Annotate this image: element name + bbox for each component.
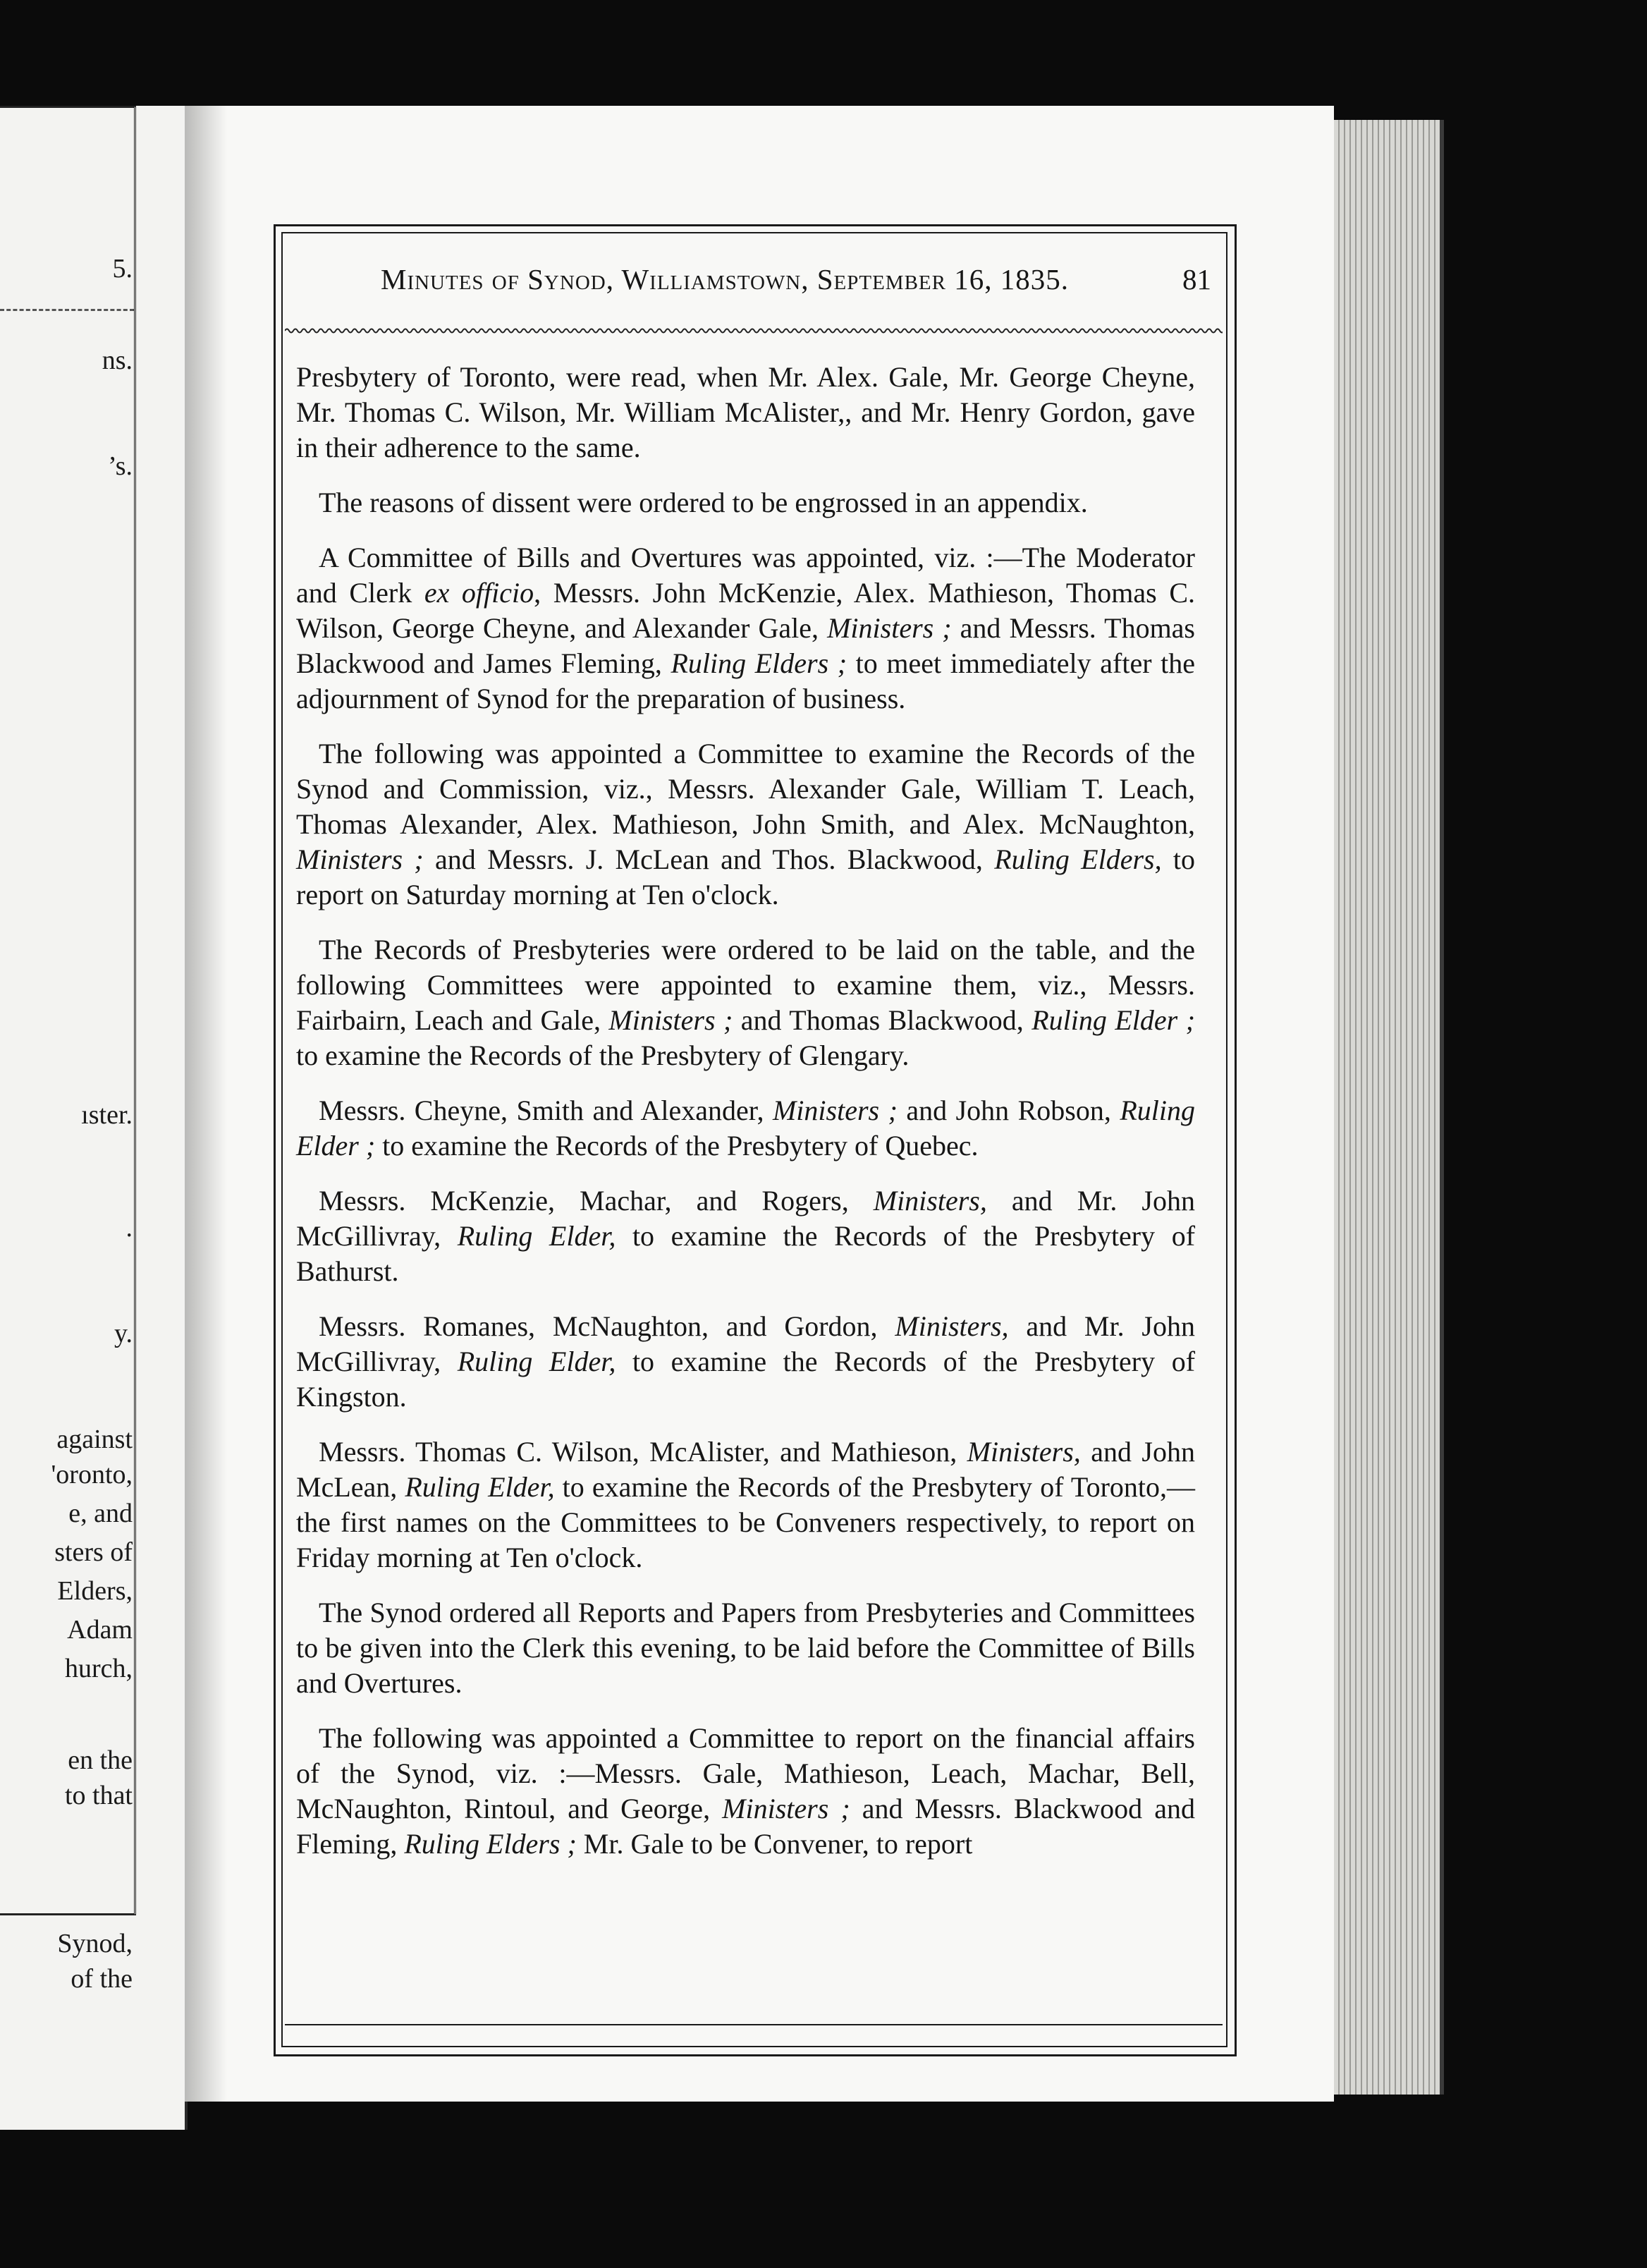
italic-text: Ruling Elders, [994, 843, 1162, 875]
paragraph [296, 1595, 1195, 1701]
text-run: and Messrs. Blackwood and Fleming, [296, 1793, 1195, 1860]
italic-text: Ruling Elder, [457, 1346, 616, 1377]
page-edges [1334, 120, 1444, 2095]
text-run: to report on Saturday morning at Ten o'clock. [296, 843, 1196, 910]
text-run: to examine the Records of the Presbytery of Bathurst. [296, 1220, 1196, 1287]
italic-text: Ruling Elder, [457, 1220, 616, 1252]
text-run: Mr. Gale to be Convener, to report [576, 1828, 973, 1860]
paragraph [296, 1309, 1195, 1415]
italic-text: Ministers ; [296, 843, 424, 875]
left-page-header-rule [0, 309, 134, 311]
italic-text: Ministers, [873, 1185, 987, 1217]
italic-text: Ruling Elder, [405, 1471, 555, 1503]
page-header [296, 262, 1213, 305]
gutter-shadow [185, 106, 227, 2102]
paragraph [296, 1721, 1195, 1862]
paragraph [296, 1434, 1195, 1575]
text-run: to meet immediately after the adjournment of Synod for the preparation of business. [296, 647, 1196, 714]
text-run: to examine the Records of the Presbytery of Toronto,—the first names on the Committees to be Conveners respectively, to report on Friday morning at Ten o'clock. [296, 1471, 1196, 1573]
text-run: Messrs. Romanes, McNaughton, and Gordon, [319, 1310, 895, 1342]
left-page-fragment: of the [71, 1964, 133, 1994]
italic-text: Ministers, [967, 1436, 1081, 1468]
left-page-fragment: 5. [112, 254, 133, 284]
text-run: Messrs. McKenzie, Machar, and Rogers, [319, 1185, 874, 1217]
text-run: and Messrs. J. McLean and Thos. Blackwood, [423, 843, 995, 875]
left-page-fragment: against [56, 1425, 133, 1454]
italic-text: Ministers ; [608, 1004, 733, 1036]
left-page-fragment: hurch, [64, 1654, 133, 1683]
text-run: The following was appointed a Committee to examine the Records of the Synod and Commission, viz., Messrs. Alexander Gale, William T. Leach, Thomas Alexander, Alex. Mathieson, John Smith, and Alex. McNaughton, [296, 738, 1195, 840]
left-page-fragment: y. [114, 1319, 133, 1348]
left-page-fragment: ıster. [81, 1100, 133, 1130]
left-page-fragment: Synod, [57, 1929, 133, 1958]
text-run: and Mr. John McGillivray, [296, 1310, 1195, 1377]
text-run: and Thomas Blackwood, [733, 1004, 1032, 1036]
paragraph [296, 540, 1195, 717]
paragraph [296, 485, 1195, 520]
italic-text: Ministers ; [827, 612, 952, 644]
left-page-fragment: en the [68, 1745, 133, 1775]
text-run: Messrs. Cheyne, Smith and Alexander, [319, 1095, 773, 1126]
text-run: The Records of Presbyteries were ordered to be laid on the table, and the following Committees were appointed to examine them, viz., Messrs. Fairbairn, Leach and Gale, [296, 934, 1195, 1036]
paragraph [296, 736, 1195, 913]
text-run: The following was appointed a Committee to report on the financial affairs of the Synod, viz. :—Messrs. Gale, Mathieson, Leach, Machar, Bell, McNaughton, Rintoul, and George, [296, 1722, 1195, 1824]
left-page-fragment: Elders, [57, 1576, 133, 1606]
bottom-rule [285, 2024, 1223, 2025]
text-run: and Messrs. Thomas Blackwood and James Fleming, [296, 612, 1195, 679]
body-text [296, 360, 1195, 1882]
italic-text: Ministers, [895, 1310, 1009, 1342]
text-run: The reasons of dissent were ordered to be engrossed in an appendix. [319, 487, 1088, 518]
left-page-fragment: Adam [67, 1615, 133, 1645]
left-page-fragment: 'oronto, [51, 1460, 133, 1489]
text-run: and John Robson, [897, 1095, 1120, 1126]
text-run: to examine the Records of the Presbytery of Glengary. [296, 1040, 910, 1071]
text-run: to examine the Records of the Presbytery of Kingston. [296, 1346, 1196, 1413]
text-run: and John McLean, [296, 1436, 1195, 1503]
paragraph [296, 932, 1195, 1073]
text-run: A Committee of Bills and Overtures was appointed, viz. :—The Moderator and Clerk [296, 542, 1195, 609]
italic-text: Ministers ; [722, 1793, 850, 1824]
italic-text: Ruling Elder ; [296, 1095, 1195, 1162]
left-page-fragment: . [125, 1213, 133, 1243]
left-page-fragment: sters of [54, 1537, 133, 1567]
text-run: Messrs. Thomas C. Wilson, McAlister, and Mathieson, [319, 1436, 967, 1468]
left-page-fragment: e, and [68, 1499, 133, 1528]
italic-text: Ruling Elders ; [671, 647, 847, 679]
paragraph [296, 1183, 1195, 1289]
wavy-header-rule [285, 326, 1223, 336]
text-run: and Mr. John McGillivray, [296, 1185, 1195, 1252]
paragraph [296, 1093, 1195, 1164]
text-run: The Synod ordered all Reports and Papers from Presbyteries and Committees to be given into the Clerk this evening, to be laid before the Committee of Bills and Overtures. [296, 1597, 1195, 1699]
left-page-fragment: ns. [102, 346, 133, 375]
text-run: Presbytery of Toronto, were read, when Mr. Alex. Gale, Mr. George Cheyne, Mr. Thomas C. Wilson, Mr. William McAlister,, and Mr. Henry Gordon, gave in their adherence to the same. [296, 361, 1195, 463]
italic-text: Ministers ; [772, 1095, 898, 1126]
left-page-fragment: ’s. [108, 451, 133, 481]
running-head: Minutes of Synod, Williamstown, September 16, 1835. [381, 263, 1069, 295]
text-run: , Messrs. John McKenzie, Alex. Mathieson, Thomas C. Wilson, George Cheyne, and Alexander Gale, [296, 577, 1195, 644]
text-run: to examine the Records of the Presbytery of Quebec. [375, 1130, 979, 1162]
page-number: 81 [1182, 263, 1211, 295]
italic-text: ex officio [424, 577, 534, 609]
paragraph [296, 360, 1195, 465]
left-page-fragment: to that [64, 1781, 133, 1810]
italic-text: Ruling Elder ; [1031, 1004, 1196, 1036]
italic-text: Ruling Elders ; [404, 1828, 577, 1860]
